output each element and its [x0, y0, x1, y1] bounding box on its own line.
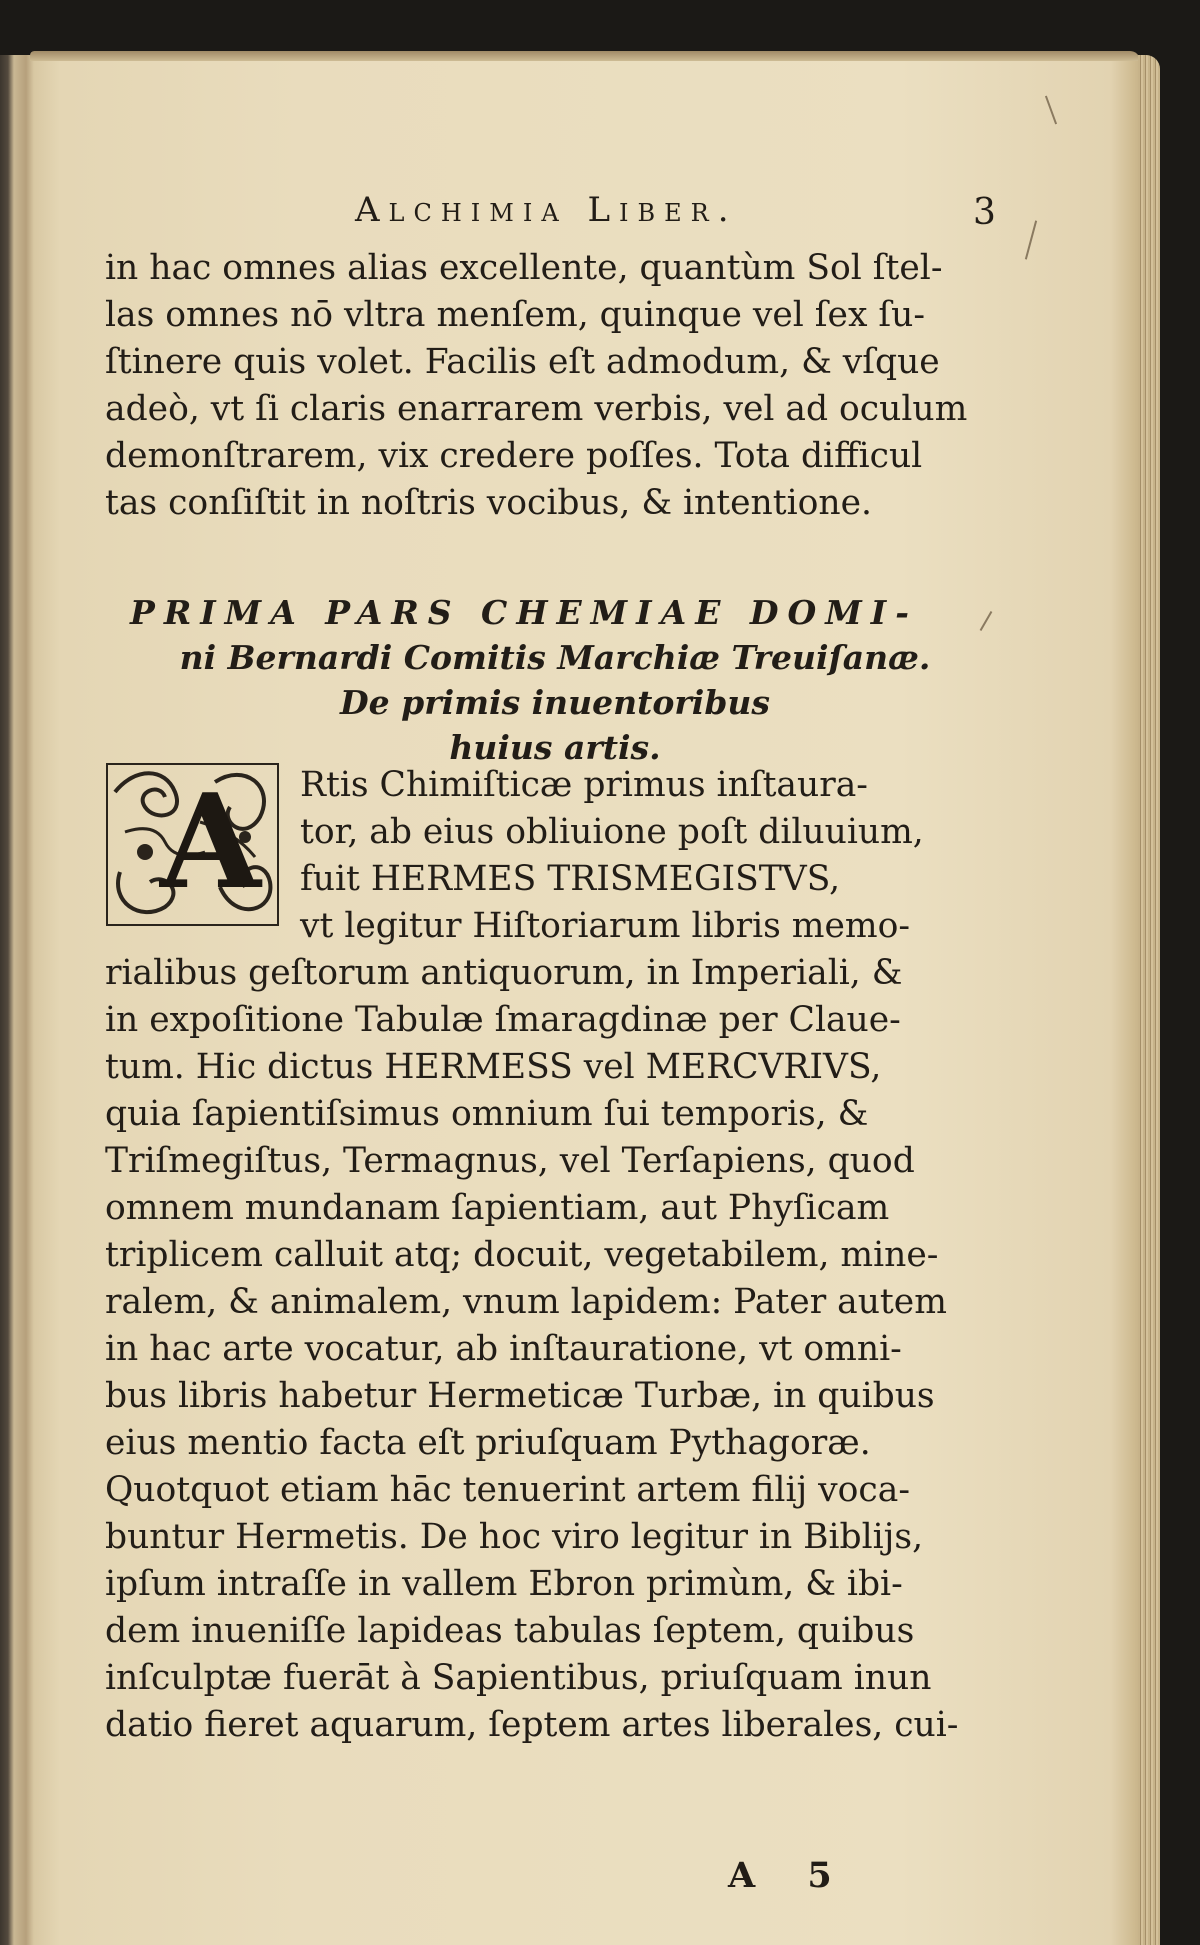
text-line: eius mentio facta eſt priuſquam Pythagoræ. [105, 1423, 871, 1463]
section-heading [115, 590, 995, 770]
initial-letter: A [160, 765, 261, 918]
text-line: quia ſapientiſsimus omnium ſui temporis, & [105, 1094, 869, 1134]
text-line: ipſum intraſſe in vallem Ebron primùm, & ibi- [105, 1564, 903, 1604]
page-top-edge [30, 51, 1140, 61]
text-line: rialibus geſtorum antiquorum, in Imperiali, & [105, 953, 903, 993]
text-line: omnem mundanam ſapientiam, aut Phyſicam [105, 1188, 890, 1228]
page-number: 3 [973, 192, 996, 233]
text-line: Triſmegiſtus, Termagnus, vel Terſapiens, quod [105, 1141, 915, 1181]
paragraph-1 [105, 245, 985, 527]
page-fore-edge [1138, 55, 1160, 1945]
text-line: ralem, & animalem, vnum lapidem: Pater autem [105, 1282, 947, 1322]
text-line: Quotquot etiam hāc tenuerint artem filij voca- [105, 1470, 910, 1510]
text-line: ſtinere quis volet. Facilis eſt admodum, & vſque [105, 342, 940, 382]
running-head-title: Alchimia Liber. [355, 190, 738, 230]
text-line: datio fieret aquarum, ſeptem artes liberales, cui- [105, 1705, 959, 1745]
heading-line: ni Bernardi Comitis Marchiæ Treuiſanæ. [179, 638, 931, 677]
heading-line: PRIMA PARS CHEMIAE DOMI- [130, 593, 918, 632]
text-line: tor, ab eius obliuione poſt diluuium, [300, 812, 924, 852]
text-line: in hac arte vocatur, ab inſtauratione, vt omni- [105, 1329, 902, 1369]
signature-number: 5 [807, 1855, 852, 1896]
book-page [0, 55, 1160, 1945]
paragraph-2 [105, 762, 985, 1749]
text-line: adeò, vt ſi claris enarrarem verbis, vel ad oculum [105, 389, 968, 429]
text-line: vt legitur Hiſtoriarum libris memo- [300, 906, 911, 946]
text-line: in expoſitione Tabulæ ſmaragdinæ per Claue- [105, 1000, 901, 1040]
text-line: las omnes nō vltra menſem, quinque vel ſex ſu- [105, 295, 926, 335]
text-line: dem inueniſſe lapideas tabulas ſeptem, quibus [105, 1611, 915, 1651]
text-line: tas conſiſtit in noſtris vocibus, & intentione. [105, 483, 873, 523]
heading-line: huius artis. [449, 728, 661, 767]
text-line: buntur Hermetis. De hoc viro legitur in Biblijs, [105, 1517, 924, 1557]
text-line: Rtis Chimiſticæ primus inſtaura- [300, 765, 868, 805]
running-head [105, 190, 1005, 233]
heading-line: De primis inuentoribus [340, 683, 770, 722]
margin-mark [1045, 96, 1057, 125]
text-line: tum. Hic dictus HERMESS vel MERCVRIVS, [105, 1047, 882, 1087]
margin-mark [1025, 220, 1037, 259]
text-line: demonſtrarem, vix credere poſſes. Tota difficul [105, 436, 923, 476]
text-line: triplicem calluit atq; docuit, vegetabilem, mine- [105, 1235, 939, 1275]
text-line: in hac omnes alias excellente, quantùm Sol ſtel- [105, 248, 943, 288]
text-line: inſculptæ fuerāt à Sapientibus, priuſquam inun [105, 1658, 932, 1698]
text-line: bus libris habetur Hermeticæ Turbæ, in quibus [105, 1376, 935, 1416]
text-line: fuit HERMES TRISMEGISTVS, [300, 859, 841, 899]
signature-letter: A [728, 1855, 776, 1896]
signature-catchword [728, 1855, 852, 1896]
